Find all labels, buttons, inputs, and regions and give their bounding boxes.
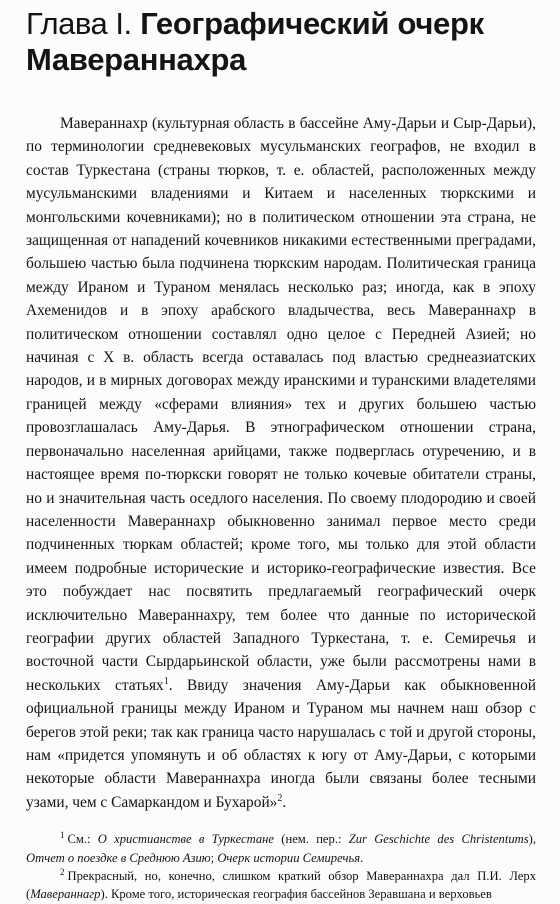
footnote-text: ), <box>528 832 536 847</box>
main-paragraph <box>26 112 536 814</box>
footnote-ref-1: 1 <box>163 675 169 687</box>
footnote-1 <box>26 830 536 867</box>
footnotes <box>26 830 536 904</box>
paragraph-text-part-1: Мавераннахр (культурная область в бассейне Аму-Дарьи и Сыр-Дарьи), по терминологии средневековых мусульманских географов, не входил в состав Туркестана (страны тюрков, т. е. областей, расположенных между мусульманскими владениями и Китаем и населенных тюркскими и монгольскими кочевниками); но в политическом отношении эта страна, не защищенная от нападений кочевников никакими естественными преградами, большею частью была подчинена тюркским народам. Политическая граница между Ираном и Тураном менялась несколько раз; иногда, как в эпоху Ахеменидов и в эпоху арабского владычества, весь Мавераннахр в политическом отношении составлял одно целое с Передней Азией; но начиная с X в. область всегда оставалась под властью среднеазиатских народов, и в мирных договорах между иранскими и туранскими владетелями границей между «сферами влияния» тех и других большею частью провозглашалась Аму-Дарья. В этнографическом отношении страна, первоначально населенная арийцами, также подверглась отуречению, и в настоящее время по-тюркски говорят не только кочевые обитатели страны, но и значительная часть оседлого населения. По своему плодородию и своей населенности Мавераннахр обыкновенно занимал первое место среди подчиненных тюркам областей; кроме того, мы только для этой области имеем подробные исторические и историко-географические известия. Все это побуждает нас посвятить предлагаемый географический очерк исключительно Мавераннахру, тем более что данные по исторической географии других областей Западного Туркестана, т. е. Семиречья и восточной части Сырдарьинской области, уже были рассмотрены нами в нескольких статьях <box>26 115 536 694</box>
footnote-text: . <box>360 850 364 865</box>
footnote-text: См.: <box>67 832 98 847</box>
footnote-text: (нем. пер.: <box>274 832 349 847</box>
footnote-work-title: Zur Geschichte des Christentums <box>348 832 529 847</box>
footnote-work-title: Очерк истории Семиречья <box>217 850 361 865</box>
footnote-number: 2 <box>60 867 65 877</box>
footnote-ref-2: 2 <box>277 792 283 804</box>
footnote-work-title: Отчет о поездке в Среднюю Азию <box>26 850 211 865</box>
main-text <box>26 112 536 814</box>
footnote-text: ). Кроме того, историческая география бассейнов Зеравшана и верховьев <box>100 887 492 902</box>
footnote-work-title: О христианстве в Туркестане <box>97 832 275 847</box>
footnote-text: Прекрасный, но, конечно, слишком краткий обзор Мавераннахра дал П.И. Лерх ( <box>26 869 536 902</box>
paragraph-text-part-3: . <box>282 793 287 811</box>
footnote-text: ; <box>210 850 218 865</box>
chapter-title: Географический очерк Мавераннахра <box>26 6 484 77</box>
footnote-number: 1 <box>60 830 65 841</box>
footnote-work-title: Мавераннагр <box>30 887 101 902</box>
footnote-2 <box>26 867 536 904</box>
chapter-label: Глава I. <box>26 6 132 41</box>
paragraph-text-part-2: . Ввиду значения Аму-Дарьи как обыкновенной официальной границы между Ираном и Тураном мы начнем наш обзор с берегов этой реки; так как граница часто нарушалась с той и другой стороны, нам «придется упомянуть и об областях к югу от Аму-Дарьи, с которыми некоторые области Мавераннахра иногда были связаны более тесными узами, чем с Самаркандом и Бухарой» <box>26 676 536 811</box>
chapter-heading <box>26 6 536 78</box>
